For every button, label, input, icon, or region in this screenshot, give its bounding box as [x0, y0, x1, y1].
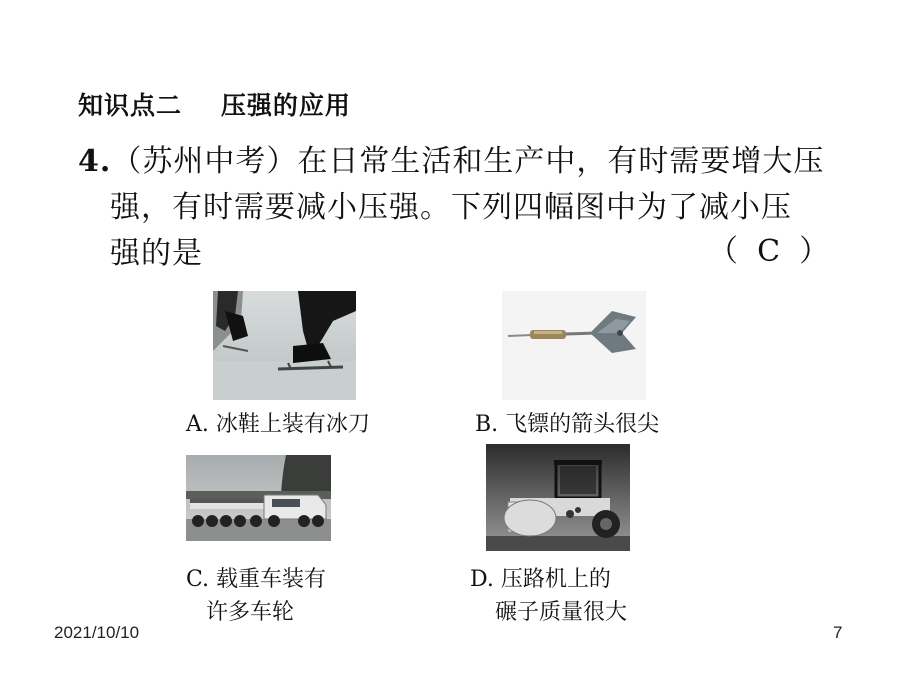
- page-number: 7: [833, 623, 843, 642]
- option-c-caption-line-1: C. 载重车装有: [186, 567, 327, 592]
- option-d-caption-line-1: D. 压路机上的: [470, 567, 611, 592]
- heavy-truck-photo: [186, 455, 331, 541]
- option-c-caption-line-2: 许多车轮: [206, 600, 295, 625]
- dart-photo: [502, 291, 646, 400]
- answer-bracket: （ C ）: [708, 234, 830, 269]
- option-d-caption-line-2: 碾子质量很大: [495, 600, 628, 625]
- ice-skate-photo: [213, 291, 356, 400]
- section-heading: 知识点二 压强的应用: [78, 91, 351, 120]
- footer-date: 2021/10/10: [54, 623, 140, 642]
- question-number: 4.: [78, 144, 112, 179]
- question-line-1: [78, 136, 824, 180]
- road-roller-photo: [486, 444, 630, 551]
- option-a-caption: A. 冰鞋上装有冰刀: [186, 412, 370, 437]
- question-line-3: 强的是: [110, 236, 203, 271]
- question-text-1: （苏州中考）在日常生活和生产中，有时需要增大压: [111, 144, 825, 179]
- option-b-caption: B. 飞镖的箭头很尖: [475, 412, 660, 437]
- question-line-2: 强，有时需要减小压强。下列四幅图中为了减小压: [110, 190, 792, 225]
